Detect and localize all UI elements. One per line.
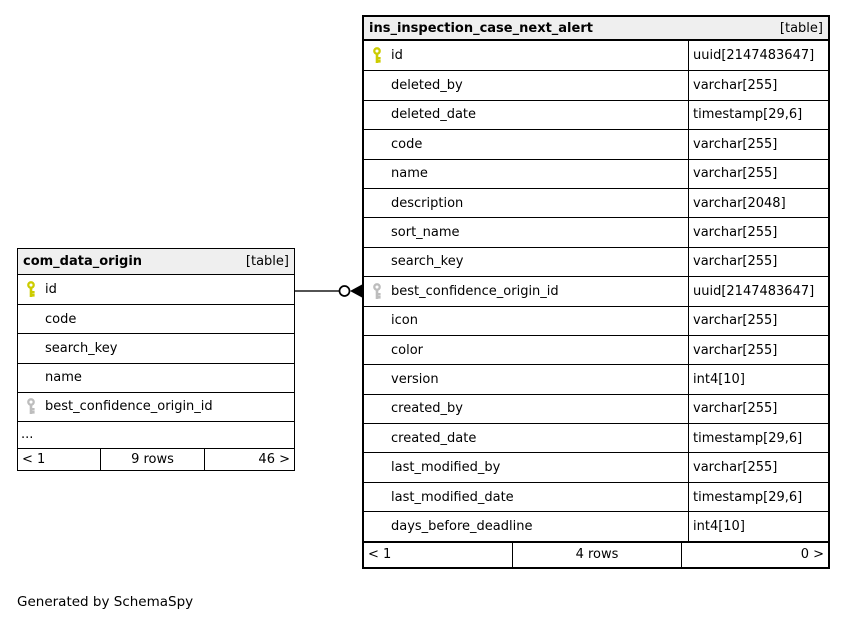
- column-name: search_key: [45, 340, 118, 356]
- table-footer: [364, 541, 828, 567]
- table-row: [364, 394, 828, 423]
- column-name: id: [391, 48, 403, 64]
- column-type: varchar[255]: [688, 160, 828, 188]
- table-row: [364, 70, 828, 99]
- column-type: varchar[255]: [688, 130, 828, 158]
- table-row: [364, 100, 828, 129]
- column-type: varchar[255]: [688, 248, 828, 276]
- table-ins-inspection-case-next-alert: [362, 15, 830, 569]
- ellipsis-label: ...: [21, 427, 34, 443]
- column-type: varchar[255]: [688, 218, 828, 246]
- table-row: [18, 392, 294, 421]
- table-row: [364, 306, 828, 335]
- column-name: created_by: [391, 401, 463, 417]
- column-name: best_confidence_origin_id: [391, 283, 559, 299]
- column-type: varchar[255]: [688, 395, 828, 423]
- table-name[interactable]: ins_inspection_case_next_alert: [369, 20, 593, 36]
- column-name: version: [391, 371, 439, 387]
- column-name: code: [391, 136, 423, 152]
- column-name: deleted_by: [391, 78, 463, 94]
- crow-foot-arrowhead: [350, 285, 362, 298]
- column-name: color: [391, 342, 424, 358]
- table-row: [364, 188, 828, 217]
- column-name: last_modified_date: [391, 489, 514, 505]
- column-name: icon: [391, 313, 418, 329]
- column-name: best_confidence_origin_id: [45, 399, 213, 415]
- footer-right-count: 46 >: [204, 449, 294, 470]
- column-type: varchar[255]: [688, 71, 828, 99]
- table-row: [364, 364, 828, 393]
- table-row: [364, 452, 828, 481]
- column-name: created_date: [391, 430, 477, 446]
- column-name: name: [391, 166, 428, 182]
- table-footer: [18, 448, 294, 470]
- column-type: varchar[255]: [688, 453, 828, 481]
- table-header[interactable]: [18, 249, 294, 275]
- footer-left-count: < 1: [368, 547, 392, 563]
- foreign-key-connector: [295, 280, 362, 302]
- more-columns-ellipsis: [18, 421, 294, 448]
- column-type: int4[10]: [688, 512, 828, 540]
- table-row: [364, 159, 828, 188]
- footer-row-count: 9 rows: [100, 449, 204, 470]
- table-row: [18, 363, 294, 392]
- column-name: description: [391, 195, 464, 211]
- column-name: days_before_deadline: [391, 518, 533, 534]
- table-row: [364, 41, 828, 70]
- column-name: search_key: [391, 254, 464, 270]
- generator-note: Generated by SchemaSpy: [17, 594, 194, 610]
- column-name: name: [45, 370, 82, 386]
- table-row: [18, 275, 294, 304]
- column-type: uuid[2147483647]: [688, 277, 828, 305]
- table-tag: [table]: [245, 254, 289, 269]
- column-type: varchar[255]: [688, 336, 828, 364]
- column-type: timestamp[29,6]: [688, 101, 828, 129]
- table-row: [364, 482, 828, 511]
- cardinality-circle-marker: [340, 286, 350, 296]
- foreign-key-icon: [371, 283, 384, 300]
- table-row: [364, 423, 828, 452]
- column-type: varchar[255]: [688, 307, 828, 335]
- footer-left-count: < 1: [22, 451, 46, 467]
- column-name: code: [45, 311, 77, 327]
- foreign-key-icon: [25, 398, 38, 415]
- primary-key-icon: [371, 47, 384, 64]
- table-row: [18, 304, 294, 333]
- column-name: last_modified_by: [391, 460, 501, 476]
- footer-right-count: 0 >: [681, 543, 828, 567]
- column-type: int4[10]: [688, 365, 828, 393]
- table-header[interactable]: [364, 17, 828, 41]
- column-name: id: [45, 282, 57, 298]
- footer-row-count: 4 rows: [512, 543, 681, 567]
- column-name: deleted_date: [391, 107, 477, 123]
- column-name: sort_name: [391, 225, 460, 241]
- table-row: [364, 129, 828, 158]
- table-tag: [table]: [779, 20, 823, 36]
- column-type: varchar[2048]: [688, 189, 828, 217]
- table-row: [18, 333, 294, 362]
- table-row: [364, 335, 828, 364]
- column-type: timestamp[29,6]: [688, 483, 828, 511]
- table-com-data-origin: [17, 248, 295, 471]
- column-type: timestamp[29,6]: [688, 424, 828, 452]
- table-row: [364, 247, 828, 276]
- table-name[interactable]: com_data_origin: [23, 254, 143, 269]
- column-type: uuid[2147483647]: [688, 41, 828, 70]
- table-row: [364, 276, 828, 305]
- table-row: [364, 511, 828, 540]
- primary-key-icon: [25, 281, 38, 298]
- table-row: [364, 217, 828, 246]
